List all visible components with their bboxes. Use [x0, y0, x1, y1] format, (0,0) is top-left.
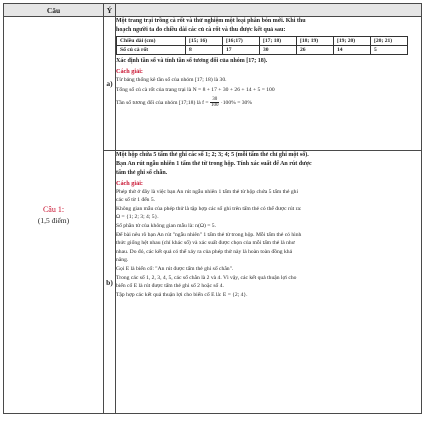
part-a-solution-title: Cách giải: [116, 67, 143, 75]
part-a-content [116, 17, 422, 151]
question-number-cell [4, 17, 104, 414]
count-cell: 17 [223, 46, 260, 55]
part-b-content [116, 151, 422, 414]
part-a-intro-line: Một trang trại trồng cà rốt và thử nghiệm một loại phân bón mới. Khi thu [116, 18, 306, 24]
count-cell: 26 [297, 46, 334, 55]
count-cell: 8 [186, 46, 223, 55]
part-b-solution-line: thức giống hệt nhau (chỉ khác số) và xác suất được chọn của mỗi tấm thẻ là như [116, 240, 295, 247]
interval-cell: [17; 18) [260, 37, 297, 46]
part-b-label: b) [104, 151, 116, 414]
solution-table [3, 3, 422, 414]
relative-frequency-prefix: Tần số tương đối của nhóm [17;18) là f = [116, 99, 209, 106]
interval-cell: [19; 20) [334, 37, 371, 46]
part-b-solution-line: Để bài nêu rõ bạn An rút "ngẫu nhiên" 1 tấm thẻ từ trong hộp. Mỗi tấm thẻ có hình [116, 231, 302, 238]
part-b-solution-line: Gọi E là biến cố: "An rút được tấm thẻ ghi số chẵn". [116, 265, 234, 272]
frequency-table [116, 36, 408, 55]
part-b-solution-line: các số từ 1 đến 5. [116, 197, 156, 204]
part-a-intro-line: hoạch người ta đo chiều dài các củ cà rốt và thu được kết quả sau: [116, 27, 286, 34]
count-cell: 5 [371, 46, 408, 55]
part-b-solution-line: biến cố E là rút được tấm thẻ ghi số 2 hoặc số 4. [116, 283, 224, 290]
question-title: Câu 1: [42, 205, 65, 214]
part-b-solution-line: Không gian mẫu của phép thử là tập hợp các số ghi trên tấm thẻ có thể được rút ra: [116, 205, 302, 212]
part-b-solution-line: Trong các số 1, 2, 3, 4, 5, các số chẵn là 2 và 4. Vì vậy, các kết quả thuận lợi cho [116, 274, 297, 281]
fraction-numerator: 30 [210, 97, 220, 103]
header-content [116, 4, 422, 17]
part-a-solution-line [116, 97, 421, 108]
frequency-row-counts [117, 46, 408, 55]
interval-cell: [20; 21) [371, 37, 408, 46]
part-a-solution-line: Từ bảng thống kê tần số của nhóm [17; 18) là 30. [116, 76, 227, 83]
question-points: (1,5 điểm) [37, 216, 70, 225]
header-cau: Câu [4, 4, 104, 17]
relative-frequency-fraction [210, 97, 220, 108]
interval-cell: [18; 19) [297, 37, 334, 46]
part-b-intro-line: Bạn An rút ngẫu nhiên 1 tấm thẻ từ trong hộp. Tính xác suất để An rút được [116, 161, 312, 168]
count-cell: 14 [334, 46, 371, 55]
interval-cell: [15; 16) [186, 37, 223, 46]
count-cell: 30 [260, 46, 297, 55]
relative-frequency-suffix: ·100% = 30% [220, 99, 253, 106]
header-y: Ý [104, 4, 116, 17]
part-b-solution-line: Số phần tử của không gian mẫu là: n(Ω) = 5. [116, 222, 216, 229]
part-b-intro-line: tấm thẻ ghi số chẵn. [116, 170, 168, 177]
part-b-intro-line: Một hộp chứa 5 tấm thẻ ghi các số 1; 2; 3; 4; 5 (mỗi tấm thẻ chỉ ghi một số). [116, 152, 309, 158]
frequency-row-label: Số củ cà rốt [117, 46, 186, 55]
part-b-solution-line: Ω = {1; 2; 3; 4; 5}. [116, 214, 159, 221]
fraction-denominator: 100 [210, 102, 219, 108]
part-a-row [4, 17, 422, 151]
header-row [4, 4, 422, 17]
part-a-label: a) [104, 17, 116, 151]
part-b-solution-line: nhau. Do đó, các kết quả có thể xảy ra của phép thử này là hoàn toàn đồng khả [116, 248, 293, 255]
part-b-solution-title: Cách giải: [116, 179, 143, 187]
part-b-solution-line: năng. [116, 257, 129, 264]
frequency-row-intervals [117, 37, 408, 46]
part-b-solution-line: Phép thử ở đây là việc bạn An rút ngẫu nhiên 1 tấm thẻ từ hộp chứa 5 tấm thẻ ghi [116, 188, 299, 195]
part-a-task: Xác định tần số và tính tần số tương đối của nhóm [17; 18). [116, 58, 268, 65]
interval-cell: [16;17) [223, 37, 260, 46]
part-b-solution-line: Tập hợp các kết quả thuận lợi cho biến cố E là: E = {2; 4}. [116, 291, 248, 298]
part-a-solution-line: Tổng số củ cà rốt của trang trại là N = 8 + 17 + 30 + 26 + 14 + 5 = 100 [116, 87, 275, 94]
frequency-row-label: Chiều dài (cm) [117, 37, 186, 46]
